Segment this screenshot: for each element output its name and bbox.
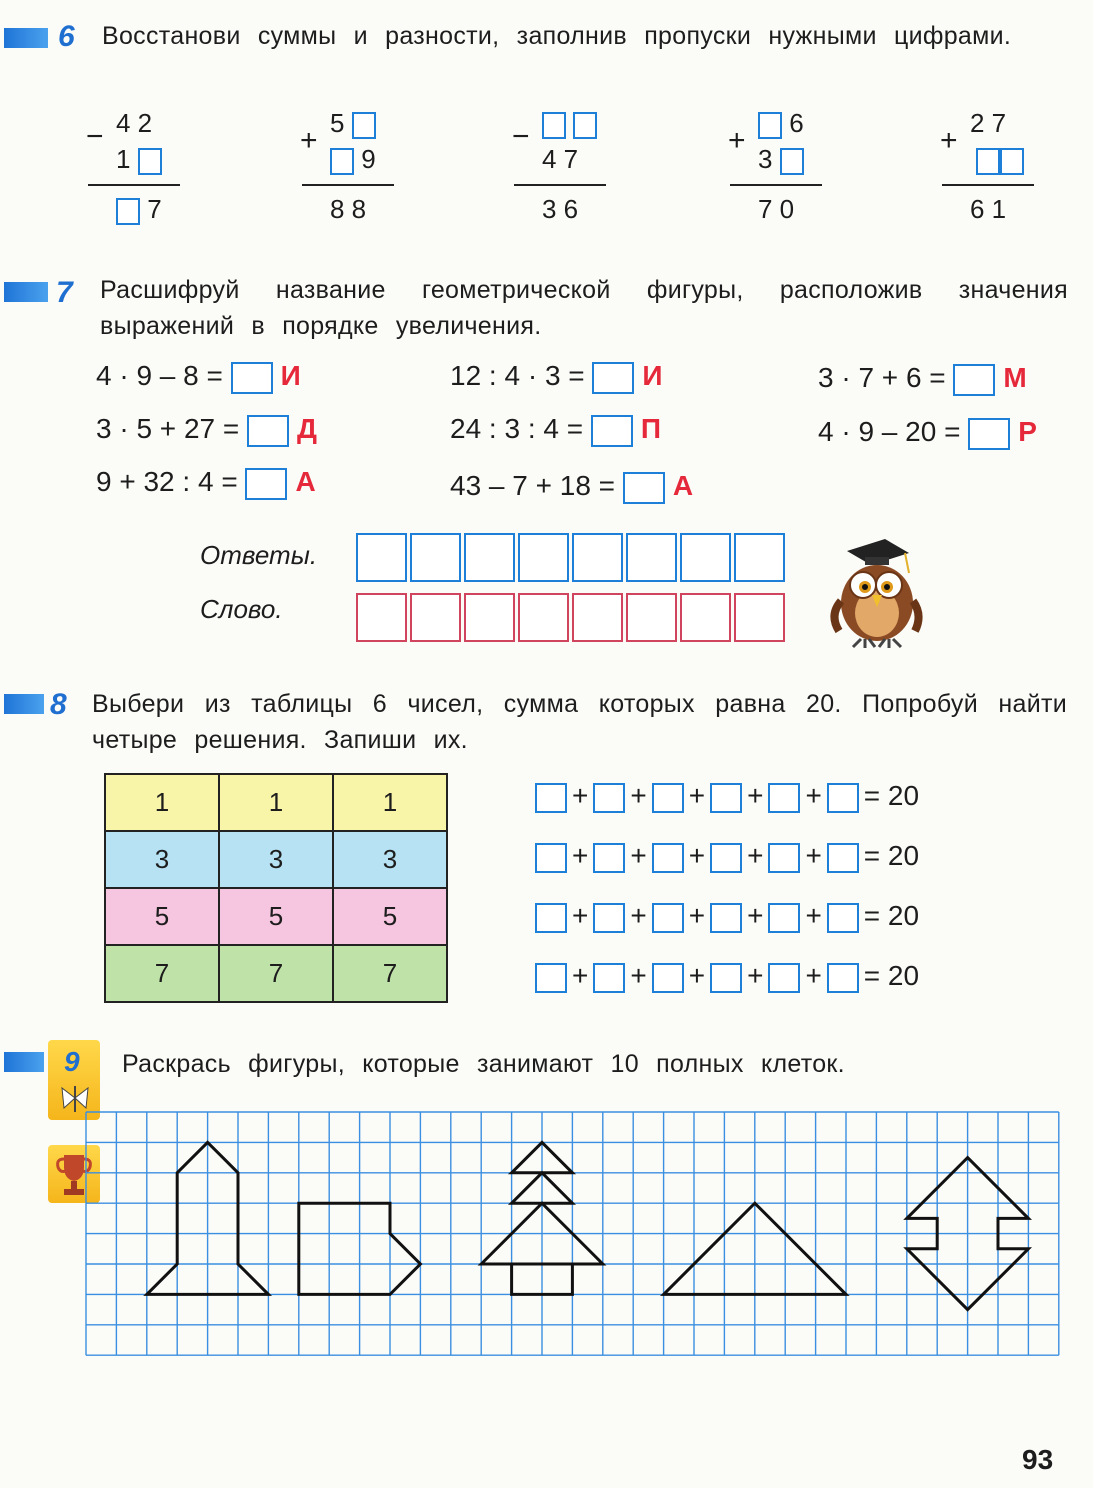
answer-box[interactable] <box>593 903 625 933</box>
plus-sign: + <box>805 780 822 811</box>
answer-box[interactable] <box>652 843 684 873</box>
answer-box[interactable] <box>542 112 566 139</box>
operator: + <box>940 124 958 157</box>
task-text: Раскрась фигуры, которые занимают 10 полных клеток. <box>122 1050 845 1078</box>
result-number: 8 8 <box>330 194 367 224</box>
expression-text: 9 + 32 : 4 = <box>96 466 238 497</box>
plus-sign: + <box>805 900 822 931</box>
answer-box[interactable] <box>780 148 804 175</box>
plus-sign: + <box>688 840 706 871</box>
top-number: 6 <box>758 108 804 139</box>
table-row <box>105 888 447 945</box>
answer-box[interactable] <box>710 903 742 933</box>
table-cell[interactable]: 3 <box>333 831 447 888</box>
table-cell[interactable]: 3 <box>219 831 333 888</box>
equation-result: = 20 <box>863 960 920 991</box>
table-cell[interactable]: 7 <box>333 945 447 1002</box>
answer-box[interactable] <box>592 362 634 394</box>
expression <box>818 416 1037 450</box>
answer-box[interactable] <box>593 843 625 873</box>
task-marker <box>4 282 48 302</box>
expression <box>450 360 663 394</box>
table-cell[interactable]: 1 <box>333 774 447 831</box>
table-row <box>105 945 447 1002</box>
plus-sign: + <box>572 780 589 811</box>
expression <box>450 470 693 504</box>
answers-label: Ответы. <box>200 540 318 570</box>
sum-line <box>942 184 1034 186</box>
table-cell[interactable]: 5 <box>105 888 219 945</box>
sum-equation <box>530 780 919 813</box>
cipher-letter: А <box>295 466 316 497</box>
plus-sign: + <box>572 840 589 871</box>
plus-sign: + <box>572 900 589 931</box>
answer-box[interactable] <box>710 963 742 993</box>
result-number: 7 0 <box>758 194 795 224</box>
cipher-letter: М <box>1003 362 1027 393</box>
letter-cell[interactable] <box>356 593 407 642</box>
equation-result: = 20 <box>863 900 920 931</box>
answer-box[interactable] <box>593 783 625 813</box>
answer-box[interactable] <box>652 783 684 813</box>
page-number: 93 <box>1022 1444 1054 1475</box>
operator: − <box>512 120 530 153</box>
column-problem <box>728 108 828 228</box>
answer-box[interactable] <box>535 843 567 873</box>
table-cell[interactable]: 5 <box>219 888 333 945</box>
result-number: 3 6 <box>542 194 579 224</box>
answer-box[interactable] <box>623 472 665 504</box>
answer-box[interactable] <box>827 903 859 933</box>
answer-box[interactable] <box>768 903 800 933</box>
answer-box[interactable] <box>245 468 287 500</box>
middle-number: 4 7 <box>542 144 579 174</box>
answer-cell[interactable] <box>572 533 623 582</box>
table-cell[interactable]: 1 <box>105 774 219 831</box>
answer-box[interactable] <box>768 843 800 873</box>
answer-box[interactable] <box>535 963 567 993</box>
answer-box[interactable] <box>710 843 742 873</box>
top-number <box>542 108 597 139</box>
answer-cell[interactable] <box>464 533 515 582</box>
column-problem <box>300 108 400 228</box>
column-problem <box>512 108 612 228</box>
answer-box[interactable] <box>231 362 273 394</box>
answer-cell[interactable] <box>356 533 407 582</box>
plus-sign: + <box>805 840 822 871</box>
answer-box[interactable] <box>652 963 684 993</box>
letter-cell[interactable] <box>464 593 515 642</box>
owl-illustration <box>825 535 925 650</box>
answer-box[interactable] <box>976 148 1000 175</box>
letter-cell[interactable] <box>410 593 461 642</box>
answer-box[interactable] <box>953 364 995 396</box>
expression <box>96 466 316 500</box>
plus-sign: + <box>688 900 706 931</box>
top-number: 4 2 <box>116 108 153 138</box>
column-problem <box>86 108 186 228</box>
answer-box[interactable] <box>827 783 859 813</box>
cipher-letter: Д <box>297 413 317 444</box>
result-number: 7 <box>116 194 162 225</box>
answer-box[interactable] <box>968 418 1010 450</box>
task-badge <box>48 1040 100 1120</box>
plus-sign: + <box>747 780 764 811</box>
expression <box>96 413 317 447</box>
answer-cell[interactable] <box>734 533 785 582</box>
operator: − <box>86 120 104 153</box>
sum-line <box>730 184 822 186</box>
task-number: 8 <box>50 688 67 721</box>
answer-box[interactable] <box>138 148 162 175</box>
top-number: 2 7 <box>970 108 1007 138</box>
answer-box[interactable] <box>827 963 859 993</box>
operator: + <box>728 124 746 157</box>
column-problem <box>940 108 1040 228</box>
equation-result: = 20 <box>863 780 920 811</box>
sum-line <box>302 184 394 186</box>
sum-equation <box>530 840 919 873</box>
result-number: 6 1 <box>970 194 1007 224</box>
sum-line <box>514 184 606 186</box>
middle-number <box>976 144 1024 175</box>
expression-text: 4 · 9 – 8 = <box>96 360 223 391</box>
answer-box[interactable] <box>758 112 782 139</box>
cipher-letter: А <box>672 470 694 501</box>
cipher-letter: И <box>642 360 663 391</box>
middle-number: 1 <box>116 144 162 175</box>
plus-sign: + <box>630 900 647 931</box>
cipher-letter: П <box>640 413 662 444</box>
word-row <box>356 593 788 642</box>
table-row <box>105 831 447 888</box>
answer-box[interactable] <box>535 903 567 933</box>
task-marker <box>4 694 44 714</box>
task-text: Выбери из таблицы 6 чисел, сумма которых равна 20. Попробуй найти четыре решения. Запиши их. <box>92 690 1067 754</box>
expression-text: 4 · 9 – 20 = <box>818 416 961 447</box>
answer-box[interactable] <box>1000 148 1024 175</box>
table-cell[interactable]: 3 <box>105 831 219 888</box>
table-cell[interactable]: 1 <box>219 774 333 831</box>
number-table <box>104 773 448 1003</box>
plus-sign: + <box>630 780 647 811</box>
answer-box[interactable] <box>593 963 625 993</box>
answer-box[interactable] <box>652 903 684 933</box>
operator: + <box>300 124 318 157</box>
table-cell[interactable]: 7 <box>105 945 219 1002</box>
answer-box[interactable] <box>116 198 140 225</box>
plus-sign: + <box>572 960 589 991</box>
cipher-letter: Р <box>1018 416 1037 447</box>
word-label: Слово. <box>200 594 283 624</box>
expression-text: 3 · 7 + 6 = <box>818 362 946 393</box>
letter-cell[interactable] <box>626 593 677 642</box>
answer-box[interactable] <box>591 415 633 447</box>
letter-cell[interactable] <box>518 593 569 642</box>
answers-row <box>356 533 788 582</box>
answer-box[interactable] <box>827 843 859 873</box>
task-text: Расшифруй название геометрической фигуры, расположив значения выражений в порядке увеличения. <box>100 276 1068 340</box>
plus-sign: + <box>747 840 764 871</box>
letter-cell[interactable] <box>680 593 731 642</box>
task-number: 7 <box>56 276 73 309</box>
task-number: 9 <box>64 1046 80 1077</box>
plus-sign: + <box>747 900 764 931</box>
middle-number: 3 <box>758 144 804 175</box>
answer-cell[interactable] <box>680 533 731 582</box>
top-number: 5 <box>330 108 376 139</box>
expression <box>450 413 661 447</box>
cipher-letter: И <box>280 360 301 391</box>
answer-box[interactable] <box>330 148 354 175</box>
sum-line <box>88 184 180 186</box>
table-cell[interactable]: 7 <box>219 945 333 1002</box>
sum-equation <box>530 960 919 993</box>
letter-cell[interactable] <box>734 593 785 642</box>
expression-text: 43 – 7 + 18 = <box>450 470 616 501</box>
answer-box[interactable] <box>710 783 742 813</box>
expression-text: 12 : 4 · 3 = <box>450 360 585 391</box>
table-row <box>105 774 447 831</box>
plus-sign: + <box>747 960 764 991</box>
letter-cell[interactable] <box>572 593 623 642</box>
grid-figures <box>84 1110 1060 1364</box>
table-cell[interactable]: 5 <box>333 888 447 945</box>
plus-sign: + <box>805 960 822 991</box>
middle-number: 9 <box>330 144 376 175</box>
answer-cell[interactable] <box>518 533 569 582</box>
expression <box>818 362 1027 396</box>
plus-sign: + <box>688 780 706 811</box>
task-marker <box>4 28 48 48</box>
answer-cell[interactable] <box>626 533 677 582</box>
answer-box[interactable] <box>247 415 289 447</box>
expression-text: 24 : 3 : 4 = <box>450 413 584 444</box>
plus-sign: + <box>630 960 647 991</box>
answer-box[interactable] <box>573 112 597 139</box>
sum-equation <box>530 900 919 933</box>
plus-sign: + <box>688 960 706 991</box>
answer-cell[interactable] <box>410 533 461 582</box>
equation-result: = 20 <box>863 840 920 871</box>
task-text: Восстанови суммы и разности, заполнив пропуски нужными цифрами. <box>102 22 1012 50</box>
answer-box[interactable] <box>352 112 376 139</box>
task-number: 6 <box>58 20 75 53</box>
answer-box[interactable] <box>768 963 800 993</box>
answer-box[interactable] <box>768 783 800 813</box>
task-marker <box>4 1052 44 1072</box>
expression <box>96 360 301 394</box>
expression-text: 3 · 5 + 27 = <box>96 413 240 444</box>
plus-sign: + <box>630 840 647 871</box>
answer-box[interactable] <box>535 783 567 813</box>
